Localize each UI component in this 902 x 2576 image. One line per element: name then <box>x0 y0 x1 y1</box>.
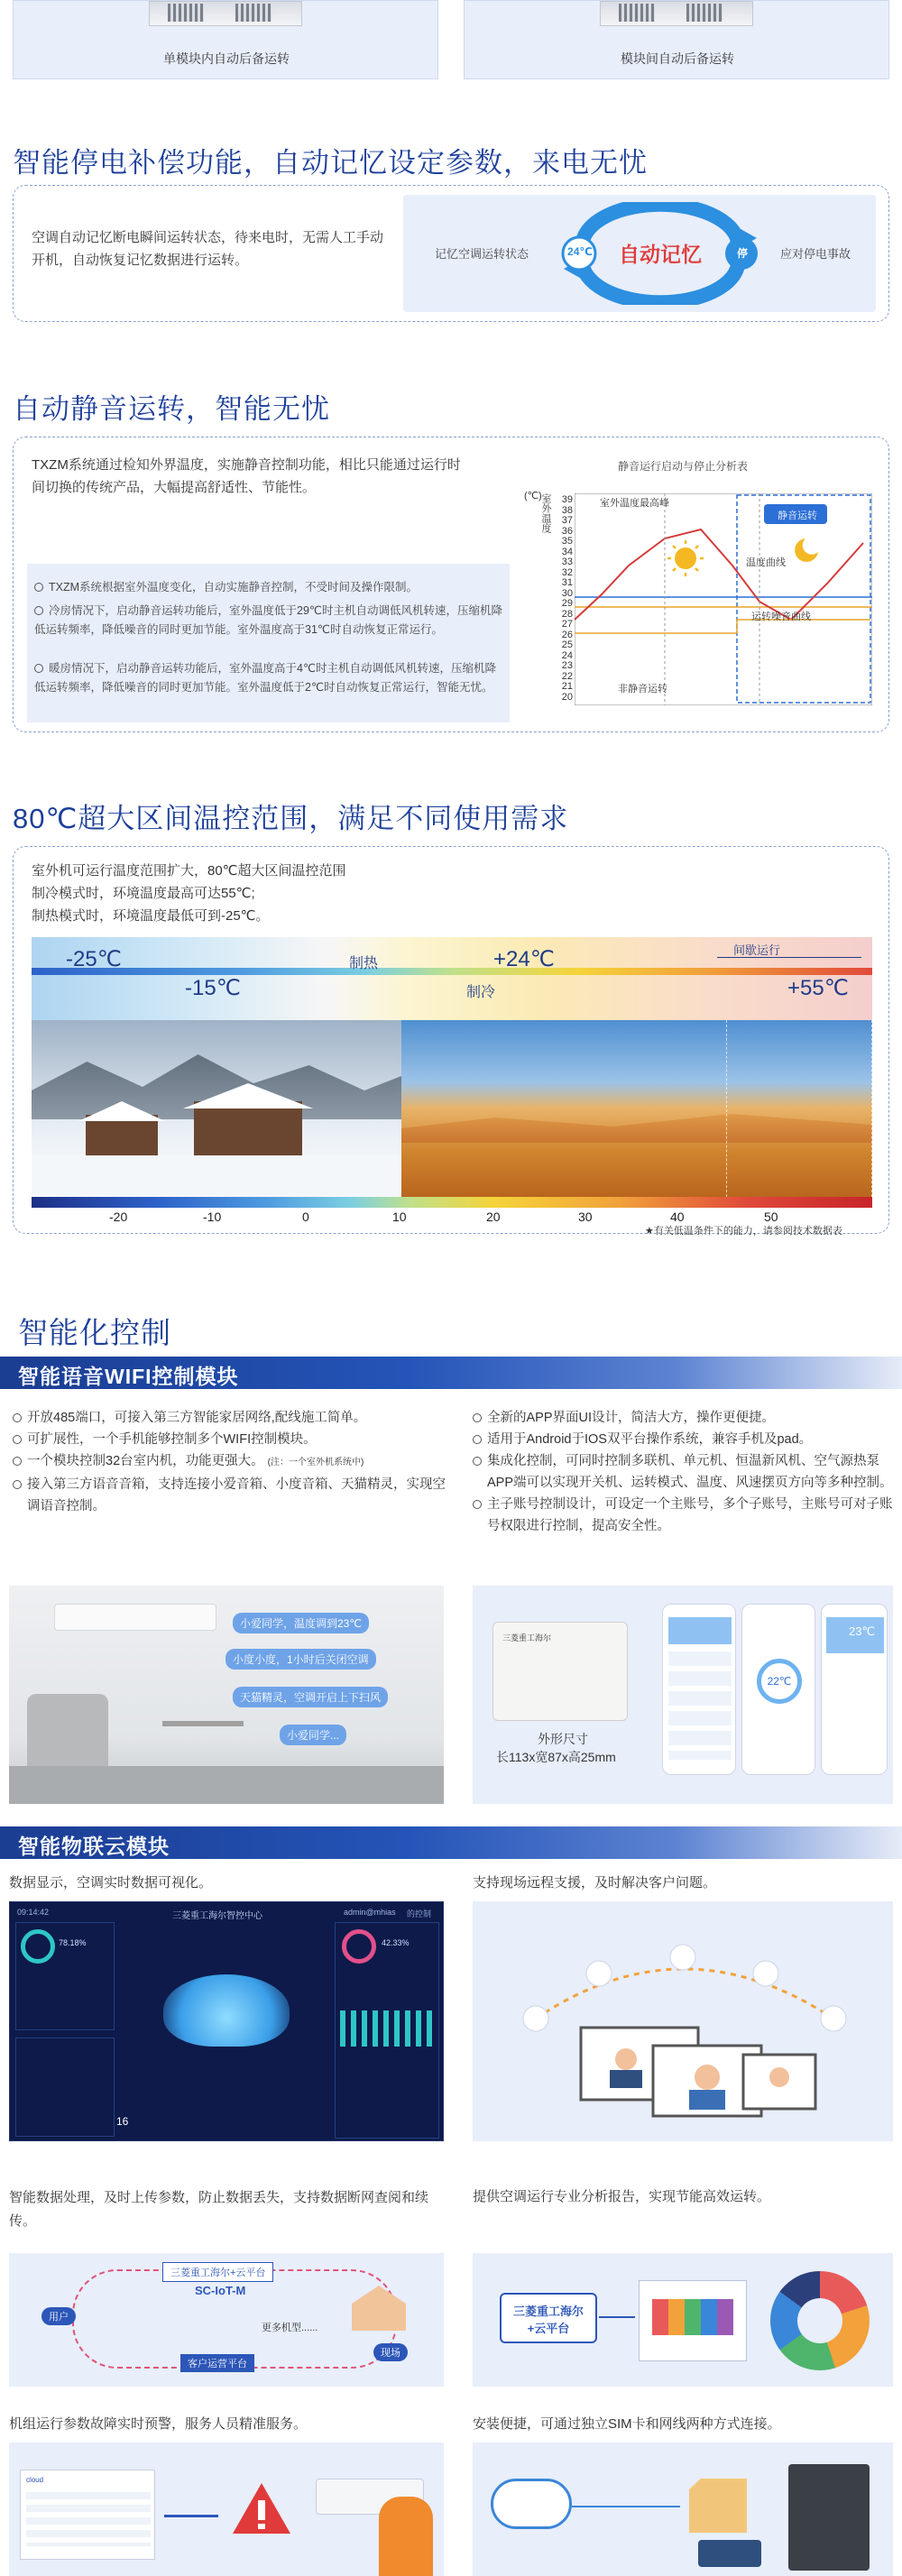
silent-bullet-1: TXZM系统根据室外温度变化，自动实施静音控制，不受时间及操作限制。 <box>34 576 503 598</box>
wifi-left-4: 接入第三方语音音箱，支持连接小爱音箱、小度音箱、天猫精灵，实现空调语音控制。 <box>13 1474 455 1517</box>
cloud-banner: 智能物联云模块 <box>0 1826 902 1859</box>
phone-2 <box>741 1604 815 1775</box>
range-color-scale <box>32 1197 872 1208</box>
module-app-card <box>473 1586 893 1804</box>
wifi-right-4: 主子账号控制设计，可设定一个主账号，多个子账号，主账号可对子账号权限进行控制，提高安全性。 <box>473 1494 897 1537</box>
user-badge: 用户 <box>41 2307 76 2325</box>
wifi-right-2: 适用于Android于IOS双平台操作系统，兼容手机及pad。 <box>473 1429 897 1450</box>
memory-box <box>13 185 889 322</box>
tick-40: 40 <box>670 1210 685 1224</box>
phone-1 <box>662 1604 736 1775</box>
dash-ring-2 <box>342 1929 376 1964</box>
desert-photo <box>401 1020 872 1197</box>
wifi-left-2: 可扩展性，一个手机能够控制多个WIFI控制模块。 <box>13 1429 455 1450</box>
cloud-cap-2: 支持现场远程支援，及时解决客户问题。 <box>473 1875 717 1891</box>
dash-cloud-icon <box>163 1974 290 2047</box>
silent-label-noise: 运转噪音曲线 <box>751 612 811 622</box>
label-intermittent: 间歇运行 <box>733 943 781 957</box>
memory-title: 智能停电补偿功能，自动记忆设定参数，来电无忧 <box>13 147 648 179</box>
logo-text: cloud <box>26 2476 44 2484</box>
silent-chart-ylabel: 室外温度 <box>540 493 551 533</box>
tick-10: 10 <box>392 1210 407 1224</box>
remote-support-illustration <box>473 1901 893 2141</box>
tick-50: 50 <box>764 1210 778 1224</box>
memory-center-label: 自动记忆 <box>619 243 702 266</box>
memory-text: 空调自动记忆断电瞬间运转状态，待来电时，无需人工手动开机，自动恢复记忆数据进行运转。 <box>32 230 384 268</box>
cloud-icon <box>491 2479 572 2529</box>
silent-bullet-2: 冷房情况下，启动静音运转功能后，室外温度低于29℃时主机自动调低风机转速，压缩机降低运转频率，降低噪音的同时更加节能。室外温度高于31℃时自动恢复正常运行。 <box>34 604 502 636</box>
technician-icon <box>379 2497 433 2576</box>
wifi-left-3: 一个模块控制32台室内机，功能更强大。 (注：一个室外机系统中) <box>13 1450 455 1474</box>
dash-user: admin@mhias <box>344 1908 396 1917</box>
voice-scene-image <box>9 1586 444 1804</box>
module-size-value: 长113x宽87x高25mm <box>496 1750 616 1764</box>
silent-label-silent: 静音运转 <box>778 511 817 521</box>
silent-chart-yticks: 39 38 37 36 35 34 33 32 31 30 29 28 27 26 25 24 23 22 21 20 <box>561 494 573 703</box>
silent-bullets-panel <box>27 564 510 722</box>
memory-label-left: 记忆空调运转状态 <box>435 247 529 261</box>
site-badge: 现场 <box>373 2343 408 2361</box>
phone-3 <box>821 1604 888 1775</box>
silent-intro: TXZM系统通过检知外界温度，实施静音控制功能，相比只能通过运行时间切换的传统产品，大幅提高舒适性、节能性。 <box>32 457 461 495</box>
silent-label-curve: 温度曲线 <box>746 557 786 568</box>
unit-image-right <box>600 1 753 26</box>
wifi-module-device <box>492 1622 628 1721</box>
range-title: 80℃超大区间温控范围，满足不同使用需求 <box>13 803 569 834</box>
range-scale <box>32 937 872 1020</box>
cloud-dashboard <box>9 1901 444 2141</box>
memory-panel <box>403 195 876 312</box>
sim-card-icon <box>689 2479 747 2533</box>
memory-badge-right: 停 <box>736 247 748 260</box>
silent-label-normal: 非静音运转 <box>618 684 667 695</box>
snow-photo <box>32 1020 401 1197</box>
memory-label-right: 应对停电事故 <box>780 247 851 261</box>
platform-name: SC-IoT-M <box>195 2284 246 2297</box>
report-card <box>473 2253 893 2387</box>
silent-chart <box>519 437 879 726</box>
platform-card <box>9 2253 444 2387</box>
tick-30: 30 <box>578 1210 593 1224</box>
dash-pct-1: 78.18% <box>59 1938 87 1947</box>
range-line-1: 室外机可运行温度范围扩大，80℃超大区间温控范围 <box>32 863 346 879</box>
label-cool: 制冷 <box>466 985 496 1000</box>
temp-24: +24℃ <box>493 947 555 971</box>
phone-2-temp: 22℃ <box>767 1675 792 1688</box>
tick-0: 0 <box>302 1210 309 1224</box>
dash-ring-1 <box>21 1929 55 1964</box>
smart-title: 智能化控制 <box>18 1316 171 1349</box>
gateway-device <box>788 2464 870 2571</box>
range-box <box>13 846 889 1237</box>
wifi-left-1: 开放485端口，可接入第三方智能家居网络,配线施工简单。 <box>13 1407 455 1429</box>
silent-box <box>13 437 889 732</box>
wifi-banner: 智能语音WIFI控制模块 <box>0 1357 902 1389</box>
wifi-left-list <box>13 1407 455 1517</box>
silent-label-peak: 室外温度最高峰 <box>600 498 669 509</box>
phone-3-temp: 23℃ <box>849 1624 876 1638</box>
voice-bubble-3: 天猫精灵，空调开启上下扫风 <box>233 1687 388 1707</box>
cloud-cap-4: 提供空调运行专业分析报告，实现节能高效运转。 <box>473 2189 771 2204</box>
sun-icon <box>675 547 696 569</box>
voice-bubble-4: 小爱同学... <box>280 1725 346 1745</box>
voice-bubble-2: 小度小度，1小时后关闭空调 <box>226 1649 376 1670</box>
wifi-right-list <box>473 1407 897 1537</box>
memory-badge-left: 24℃ <box>567 245 593 258</box>
platform-bottom-label: 客户运营平台 <box>180 2354 254 2372</box>
tick-neg10: -10 <box>203 1210 222 1224</box>
dash-logout: 的控制 <box>407 1909 432 1918</box>
platform-top-label: 三菱重工海尔+云平台 <box>162 2262 273 2282</box>
cloud-cap-1: 数据显示，空调实时数据可视化。 <box>9 1875 213 1891</box>
dash-time: 09:14:42 <box>17 1908 50 1917</box>
cloud-platform-box: 三菱重工海尔 +云平台 <box>500 2293 597 2343</box>
install-card <box>473 2443 893 2576</box>
tick-neg20: -20 <box>109 1210 128 1224</box>
silent-bullet-3: 暖房情况下，启动静音运转功能后，室外温度高于4℃时主机自动调低风机转速，压缩机降低运转频率，降低噪音的同时更加节能。室外温度低于2℃时自动恢复正常运行，智能无忧。 <box>34 662 496 694</box>
module-brand: 三菱重工海尔 <box>502 1633 552 1642</box>
ethernet-cable-icon <box>698 2540 761 2567</box>
cloud-cap-5: 机组运行参数故障实时预警，服务人员精准服务。 <box>9 2416 308 2432</box>
silent-chart-unit: (℃) <box>524 491 542 501</box>
module-size-title: 外形尺寸 <box>538 1732 588 1746</box>
range-footnote: ★有关低温条件下的能力，请参阅技术数据表 <box>645 1226 842 1237</box>
more-models: 更多机型...... <box>262 2323 318 2333</box>
top-card-right <box>464 0 889 79</box>
report-document <box>639 2280 747 2361</box>
tick-20: 20 <box>486 1210 501 1224</box>
top-card-left <box>13 0 438 79</box>
silent-chart-title: 静音运行启动与停止分析表 <box>618 460 749 473</box>
wifi-right-3: 集成化控制，可同时控制多联机、单元机、恒温新风机、空气源热泵APP端可以实现开关机、运转模式、温度、风速摆页方向等多种控制。 <box>473 1450 897 1494</box>
range-line-3: 制热模式时，环境温度最低可到-25℃。 <box>32 908 270 924</box>
unit-image-left <box>149 1 302 26</box>
alert-card <box>9 2443 444 2576</box>
wifi-right-1: 全新的APP界面UI设计，简洁大方，操作更便捷。 <box>473 1407 897 1429</box>
dash-pct-2: 42.33% <box>382 1938 410 1947</box>
cloud-cap-3: 智能数据处理，及时上传参数，防止数据丢失，支持数据断网查阅和续传。 <box>9 2190 429 2229</box>
temp-neg25: -25℃ <box>66 947 122 971</box>
top-caption-left: 单模块内自动后备运转 <box>163 51 290 66</box>
label-heat: 制热 <box>349 956 379 971</box>
dash-title: 三菱重工海尔智控中心 <box>172 1911 262 1921</box>
alert-screen <box>20 2470 155 2560</box>
dash-num: 16 <box>116 2115 129 2128</box>
top-caption-right: 模块间自动后备运转 <box>621 51 734 66</box>
temp-55: +55℃ <box>787 976 849 1000</box>
remote-support-card <box>473 1901 893 2141</box>
temp-neg15: -15℃ <box>185 976 241 1000</box>
silent-title: 自动静音运转，智能无忧 <box>13 393 330 425</box>
silent-chart-plot <box>575 493 872 705</box>
cloud-cap-6: 安装便捷，可通过独立SIM卡和网线两种方式连接。 <box>473 2416 781 2432</box>
range-line-2: 制冷模式时，环境温度最高可达55℃; <box>32 886 255 901</box>
voice-bubble-1: 小爱同学，温度调到23℃ <box>233 1613 369 1633</box>
